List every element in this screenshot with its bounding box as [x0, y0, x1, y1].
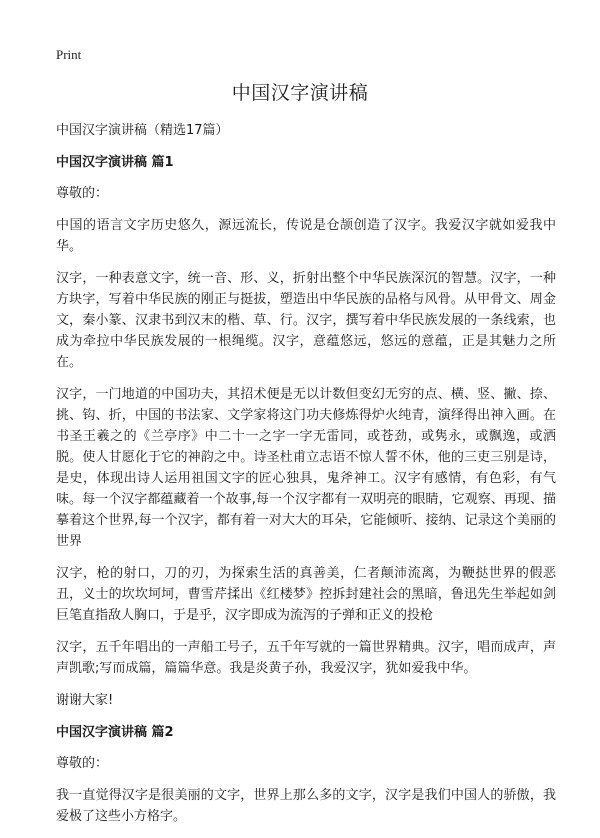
salutation: 尊敬的：	[56, 186, 109, 201]
section-heading: 中国汉字演讲稿 篇1	[56, 155, 174, 170]
paragraph: 汉字，一门地道的中国功夫，其招术便是无以计数但变幻无穷的点、横、竖、撇、捺、挑、钩、折，中国的书法家、文学家将这门功夫修炼得炉火纯青，演绎得出神入画。在书圣王羲之的《兰亭序》中二十一之字一字无雷同，或苍劲，或隽永，或飘逸，或洒脱。使人甘愿化于它的神韵之中。诗圣杜甫立志语不惊人誓不休，他的三吏三别是诗，是史，体现出诗人运用祖国文字的匠心独具，鬼斧神工。汉字有感情，有色彩，有气味。每一个汉字都蕴藏着一个故事,每一个汉字都有一双明亮的眼睛，它观察、再现、描摹着这个世界,每一个汉字，都有着一对大大的耳朵，它能倾听、接纳、记录这个美丽的世界	[56, 387, 556, 549]
page-title: 中国汉字演讲稿	[231, 82, 369, 104]
paragraph: 汉字，五千年唱出的一声船工号子，五千年写就的一篇世界精典。汉字，唱而成声，声声凯歌;写而成篇，篇篇华意。我是炎黄子孙，我爱汉字，犹如爱我中华。	[56, 640, 556, 676]
print-link[interactable]: Print	[56, 47, 82, 62]
section-heading: 中国汉字演讲稿 篇2	[56, 725, 174, 740]
salutation: 尊敬的：	[56, 756, 109, 771]
paragraph: 我一直觉得汉字是很美丽的文字，世界上那么多的文字，汉字是我们中国人的骄傲，我爱极了这些小方格字。	[56, 788, 556, 824]
paragraph: 汉字，一种表意文字，统一音、形、义，折射出整个中华民族深沉的智慧。汉字，一种方块字，写着中华民族的刚正与挺拔，塑造出中华民族的品格与风骨。从甲骨文、周金文，秦小篆、汉隶书到汉末的楷、草、行。汉字，撰写着中华民族发展的一条线索，也成为牵拉中华民族发展的一根绳缆。汉字，意蕴悠远，悠远的意蕴，正是其魅力之所在。	[56, 271, 556, 370]
paragraph: 汉字，枪的射口，刀的刃，为探索生活的真善美，仁者颠沛流离，为鞭挞世界的假恶丑，义士的坎坎坷坷，曹雪芹揉出《红楼梦》控拆封建社会的黑暗，鲁迅先生举起如剑巨笔直指敌人胸口，于是乎，汉字即成为流泻的子弹和正义的投枪	[56, 566, 556, 623]
paragraph: 中国的语言文字历史悠久，源远流长，传说是仓颉创造了汉字。我爱汉字就如爱我中华。	[56, 218, 556, 254]
document-body	[56, 120, 556, 838]
document-subtitle: 中国汉字演讲稿（精选17篇）	[56, 123, 229, 138]
closing-remark: 谢谢大家!	[56, 693, 114, 708]
